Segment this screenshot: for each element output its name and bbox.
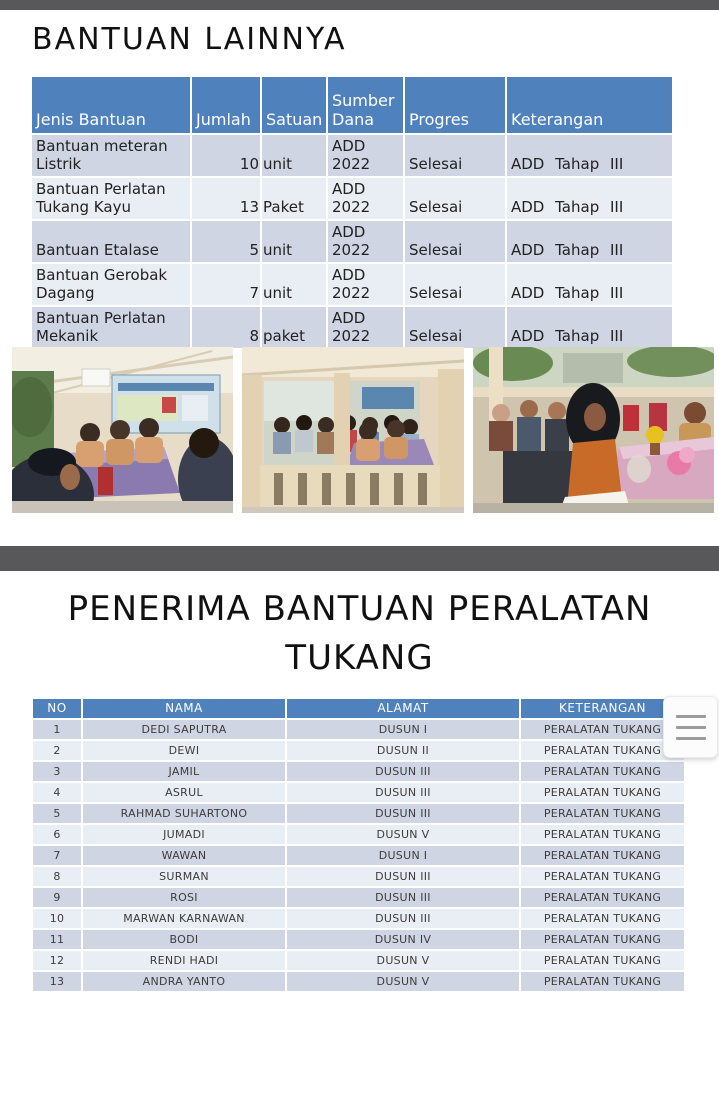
meeting-officials-photo <box>12 347 233 513</box>
table-cell: 13 <box>191 177 261 220</box>
table-cell: ADD Tahap III <box>506 306 673 349</box>
table-row <box>32 887 685 908</box>
bantuan-lainnya-table <box>30 75 674 350</box>
table-cell: PERALATAN TUKANG <box>520 971 685 992</box>
table-cell: ADD 2022 <box>327 306 404 349</box>
table-row <box>32 845 685 866</box>
column-header-nama: NAMA <box>82 698 286 719</box>
table-cell: 3 <box>32 761 82 782</box>
table-cell: ROSI <box>82 887 286 908</box>
table-cell: unit <box>261 134 327 177</box>
table-row <box>31 220 673 263</box>
table-cell: PERALATAN TUKANG <box>520 824 685 845</box>
document-signing-photo <box>473 347 714 513</box>
table-cell: JUMADI <box>82 824 286 845</box>
table-cell: MARWAN KARNAWAN <box>82 908 286 929</box>
table-header-row <box>31 76 673 134</box>
hamburger-icon <box>676 715 706 740</box>
table-cell: 12 <box>32 950 82 971</box>
table-cell: PERALATAN TUKANG <box>520 761 685 782</box>
table-cell: PERALATAN TUKANG <box>520 740 685 761</box>
table-cell: ASRUL <box>82 782 286 803</box>
table-cell: DUSUN III <box>286 866 520 887</box>
column-header-jumlah: Jumlah <box>191 76 261 134</box>
table-cell: DUSUN V <box>286 971 520 992</box>
table-cell: DEWI <box>82 740 286 761</box>
table-cell: PERALATAN TUKANG <box>520 719 685 740</box>
table-cell: Selesai <box>404 134 506 177</box>
table-cell: DUSUN V <box>286 950 520 971</box>
table-cell: 2 <box>32 740 82 761</box>
table-cell: ADD 2022 <box>327 177 404 220</box>
column-header-keterangan: KETERANGAN <box>520 698 685 719</box>
table-cell: PERALATAN TUKANG <box>520 929 685 950</box>
table-cell: Selesai <box>404 177 506 220</box>
table-row <box>32 719 685 740</box>
table-cell: 10 <box>191 134 261 177</box>
table-cell: DUSUN III <box>286 887 520 908</box>
section2-title-text: PENERIMA BANTUAN PERALATAN TUKANG <box>67 589 652 678</box>
table-cell: ADD 2022 <box>327 220 404 263</box>
table-cell: DUSUN III <box>286 908 520 929</box>
table-cell: 1 <box>32 719 82 740</box>
table-cell: 5 <box>32 803 82 824</box>
table-cell: Bantuan Perlatan Mekanik <box>31 306 191 349</box>
table-row <box>32 866 685 887</box>
table-cell: PERALATAN TUKANG <box>520 803 685 824</box>
table-cell: DUSUN I <box>286 719 520 740</box>
section-divider-bar <box>0 546 719 571</box>
table-cell: DEDI SAPUTRA <box>82 719 286 740</box>
table-cell: PERALATAN TUKANG <box>520 950 685 971</box>
table-cell: 11 <box>32 929 82 950</box>
penerima-table-wrap <box>31 697 686 993</box>
table-cell: SURMAN <box>82 866 286 887</box>
table-cell: ADD Tahap III <box>506 220 673 263</box>
table-cell: ADD Tahap III <box>506 134 673 177</box>
column-header-keterangan: Keterangan <box>506 76 673 134</box>
column-header-satuan: Satuan <box>261 76 327 134</box>
table-cell: RAHMAD SUHARTONO <box>82 803 286 824</box>
penerima-table <box>31 697 686 993</box>
table-cell: 5 <box>191 220 261 263</box>
column-header-alamat: ALAMAT <box>286 698 520 719</box>
table-cell: DUSUN III <box>286 803 520 824</box>
photo-strip <box>12 347 714 513</box>
table-row <box>32 782 685 803</box>
column-header-no: NO <box>32 698 82 719</box>
table-cell: ANDRA YANTO <box>82 971 286 992</box>
section1-title: BANTUAN LAINNYA <box>32 22 347 57</box>
table-cell: PERALATAN TUKANG <box>520 866 685 887</box>
table-cell: 7 <box>191 263 261 306</box>
table-cell: Selesai <box>404 306 506 349</box>
bantuan-lainnya-table-wrap <box>30 75 674 350</box>
menu-button[interactable] <box>663 696 718 758</box>
table-row <box>31 177 673 220</box>
table-cell: 8 <box>32 866 82 887</box>
table-cell: PERALATAN TUKANG <box>520 782 685 803</box>
table-cell: ADD 2022 <box>327 263 404 306</box>
top-gray-bar <box>0 0 719 10</box>
table-cell: 13 <box>32 971 82 992</box>
table-cell: Selesai <box>404 220 506 263</box>
table-row <box>32 908 685 929</box>
table-cell: unit <box>261 220 327 263</box>
table-cell: 7 <box>32 845 82 866</box>
table-cell: ADD Tahap III <box>506 177 673 220</box>
table-cell: WAWAN <box>82 845 286 866</box>
table-cell: ADD 2022 <box>327 134 404 177</box>
table-row <box>32 740 685 761</box>
table-cell: JAMIL <box>82 761 286 782</box>
table-cell: unit <box>261 263 327 306</box>
table-cell: PERALATAN TUKANG <box>520 908 685 929</box>
table-cell: Bantuan Etalase <box>31 220 191 263</box>
table-cell: PERALATAN TUKANG <box>520 845 685 866</box>
table-cell: Selesai <box>404 263 506 306</box>
table-header-row <box>32 698 685 719</box>
table-cell: 9 <box>32 887 82 908</box>
residents-crowd-photo <box>242 347 464 513</box>
table-cell: RENDI HADI <box>82 950 286 971</box>
table-row <box>31 306 673 349</box>
table-cell: DUSUN II <box>286 740 520 761</box>
table-row <box>32 950 685 971</box>
table-cell: Bantuan Perlatan Tukang Kayu <box>31 177 191 220</box>
column-header-jenis-bantuan: Jenis Bantuan <box>31 76 191 134</box>
table-row <box>32 824 685 845</box>
table-cell: paket <box>261 306 327 349</box>
table-cell: 6 <box>32 824 82 845</box>
table-row <box>31 263 673 306</box>
table-row <box>31 134 673 177</box>
table-cell: 4 <box>32 782 82 803</box>
table-cell: DUSUN IV <box>286 929 520 950</box>
table-cell: DUSUN III <box>286 782 520 803</box>
table-cell: Bantuan Gerobak Dagang <box>31 263 191 306</box>
table-cell: Bantuan meteran Listrik <box>31 134 191 177</box>
table-cell: 10 <box>32 908 82 929</box>
table-cell: DUSUN III <box>286 761 520 782</box>
table-cell: ADD Tahap III <box>506 263 673 306</box>
table-row <box>32 929 685 950</box>
table-cell: 8 <box>191 306 261 349</box>
table-cell: PERALATAN TUKANG <box>520 887 685 908</box>
table-row <box>32 761 685 782</box>
table-row <box>32 971 685 992</box>
table-cell: DUSUN V <box>286 824 520 845</box>
table-cell: Paket <box>261 177 327 220</box>
table-cell: BODI <box>82 929 286 950</box>
column-header-progres: Progres <box>404 76 506 134</box>
table-cell: DUSUN I <box>286 845 520 866</box>
table-row <box>32 803 685 824</box>
column-header-sumber-dana: Sumber Dana <box>327 76 404 134</box>
section2-title <box>0 585 719 683</box>
